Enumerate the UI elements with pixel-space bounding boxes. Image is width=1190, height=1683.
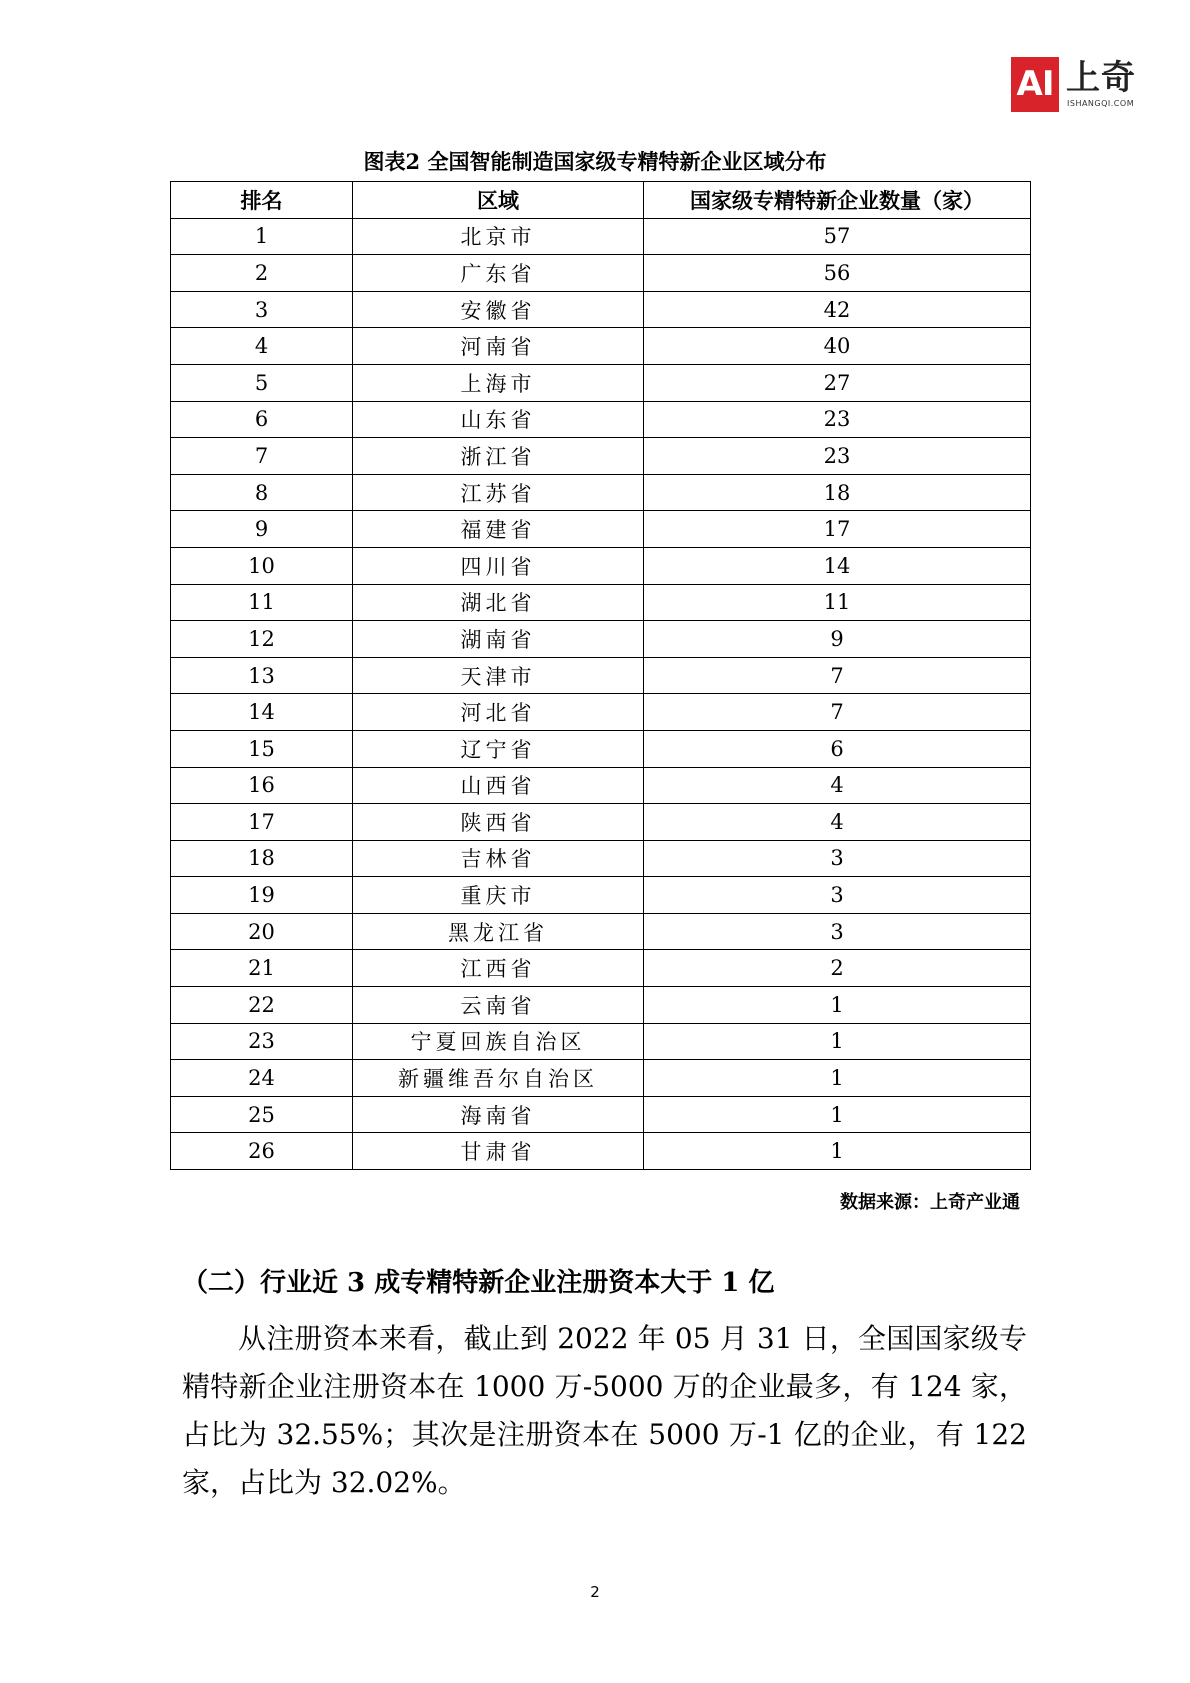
cell-region: 上海市 [353, 364, 644, 401]
cell-rank: 11 [171, 584, 353, 621]
cell-count: 57 [644, 218, 1031, 255]
table-row [171, 1060, 1031, 1097]
data-source: 数据来源：上奇产业通 [840, 1192, 1020, 1213]
cell-count: 18 [644, 474, 1031, 511]
table-caption: 图表2 全国智能制造国家级专精特新企业区域分布 [363, 149, 827, 174]
cell-count: 7 [644, 694, 1031, 731]
cell-count: 3 [644, 840, 1031, 877]
cell-rank: 19 [171, 877, 353, 914]
cell-rank: 9 [171, 511, 353, 548]
cell-rank: 15 [171, 730, 353, 767]
table-row [171, 694, 1031, 731]
table-row [171, 291, 1031, 328]
cell-rank: 12 [171, 621, 353, 658]
cell-rank: 20 [171, 913, 353, 950]
cell-rank: 16 [171, 767, 353, 804]
cell-rank: 6 [171, 401, 353, 438]
cell-count: 1 [644, 1060, 1031, 1097]
cell-region: 陕西省 [353, 804, 644, 841]
header-region: 区域 [353, 182, 644, 219]
table-row [171, 218, 1031, 255]
cell-region: 湖南省 [353, 621, 644, 658]
cell-rank: 21 [171, 950, 353, 987]
table-row [171, 511, 1031, 548]
cell-region: 宁夏回族自治区 [353, 1023, 644, 1060]
cell-rank: 24 [171, 1060, 353, 1097]
cell-region: 湖北省 [353, 584, 644, 621]
cell-count: 1 [644, 987, 1031, 1024]
cell-count: 11 [644, 584, 1031, 621]
page-number: 2 [590, 1583, 600, 1601]
cell-rank: 18 [171, 840, 353, 877]
cell-rank: 4 [171, 328, 353, 365]
table-row [171, 547, 1031, 584]
table-row [171, 840, 1031, 877]
cell-region: 吉林省 [353, 840, 644, 877]
cell-region: 北京市 [353, 218, 644, 255]
cell-region: 黑龙江省 [353, 913, 644, 950]
cell-count: 14 [644, 547, 1031, 584]
cell-region: 甘肃省 [353, 1133, 644, 1170]
cell-rank: 22 [171, 987, 353, 1024]
table-row [171, 1133, 1031, 1170]
cell-count: 2 [644, 950, 1031, 987]
table-row [171, 1023, 1031, 1060]
cell-rank: 13 [171, 657, 353, 694]
table-row [171, 328, 1031, 365]
body-paragraph: 从注册资本来看，截止到 2022 年 05 月 31 日，全国国家级专精特新企业注册资本在 1000 万-5000 万的企业最多，有 124 家，占比为 32.55%；其次是注册资本在 5000 万-1 亿的企业，有 122 家，占比为 32.02%。 [182, 1322, 1027, 1499]
cell-region: 云南省 [353, 987, 644, 1024]
table-row [171, 950, 1031, 987]
header-count: 国家级专精特新企业数量（家） [644, 182, 1031, 219]
region-distribution-table [170, 181, 1031, 1170]
cell-count: 3 [644, 877, 1031, 914]
cell-rank: 3 [171, 291, 353, 328]
cell-region: 广东省 [353, 255, 644, 292]
cell-count: 17 [644, 511, 1031, 548]
cell-region: 海南省 [353, 1096, 644, 1133]
cell-count: 42 [644, 291, 1031, 328]
cell-rank: 7 [171, 438, 353, 475]
cell-rank: 1 [171, 218, 353, 255]
cell-count: 4 [644, 804, 1031, 841]
table-row [171, 621, 1031, 658]
table-row [171, 767, 1031, 804]
cell-rank: 23 [171, 1023, 353, 1060]
logo-name: 上奇 [1066, 58, 1136, 98]
table-row [171, 364, 1031, 401]
cell-count: 3 [644, 913, 1031, 950]
section-heading: （二）行业近 3 成专精特新企业注册资本大于 1 亿 [182, 1268, 775, 1298]
table-row [171, 730, 1031, 767]
cell-count: 4 [644, 767, 1031, 804]
cell-count: 56 [644, 255, 1031, 292]
cell-count: 1 [644, 1023, 1031, 1060]
cell-region: 新疆维吾尔自治区 [353, 1060, 644, 1097]
cell-region: 重庆市 [353, 877, 644, 914]
cell-count: 23 [644, 401, 1031, 438]
cell-rank: 14 [171, 694, 353, 731]
cell-count: 1 [644, 1133, 1031, 1170]
table-header-row [171, 182, 1031, 219]
cell-region: 河北省 [353, 694, 644, 731]
company-logo [1011, 57, 1141, 113]
table-row [171, 804, 1031, 841]
table-body [171, 218, 1031, 1169]
cell-region: 浙江省 [353, 438, 644, 475]
cell-region: 福建省 [353, 511, 644, 548]
cell-rank: 26 [171, 1133, 353, 1170]
cell-rank: 10 [171, 547, 353, 584]
cell-count: 40 [644, 328, 1031, 365]
logo-url: ISHANGQI.COM [1067, 99, 1135, 108]
cell-region: 江苏省 [353, 474, 644, 511]
cell-rank: 8 [171, 474, 353, 511]
logo-mark: AI [1011, 57, 1059, 112]
cell-region: 四川省 [353, 547, 644, 584]
cell-region: 江西省 [353, 950, 644, 987]
cell-region: 辽宁省 [353, 730, 644, 767]
cell-region: 天津市 [353, 657, 644, 694]
cell-count: 27 [644, 364, 1031, 401]
table-row [171, 913, 1031, 950]
cell-rank: 17 [171, 804, 353, 841]
table-row [171, 255, 1031, 292]
table-row [171, 657, 1031, 694]
table-row [171, 1096, 1031, 1133]
cell-rank: 5 [171, 364, 353, 401]
cell-count: 9 [644, 621, 1031, 658]
header-rank: 排名 [171, 182, 353, 219]
table-row [171, 401, 1031, 438]
cell-rank: 2 [171, 255, 353, 292]
cell-rank: 25 [171, 1096, 353, 1133]
table-row [171, 877, 1031, 914]
cell-count: 1 [644, 1096, 1031, 1133]
cell-region: 山西省 [353, 767, 644, 804]
cell-count: 23 [644, 438, 1031, 475]
cell-count: 7 [644, 657, 1031, 694]
cell-region: 山东省 [353, 401, 644, 438]
cell-count: 6 [644, 730, 1031, 767]
table-row [171, 987, 1031, 1024]
table-row [171, 438, 1031, 475]
cell-region: 河南省 [353, 328, 644, 365]
table-row [171, 584, 1031, 621]
table-row [171, 474, 1031, 511]
cell-region: 安徽省 [353, 291, 644, 328]
